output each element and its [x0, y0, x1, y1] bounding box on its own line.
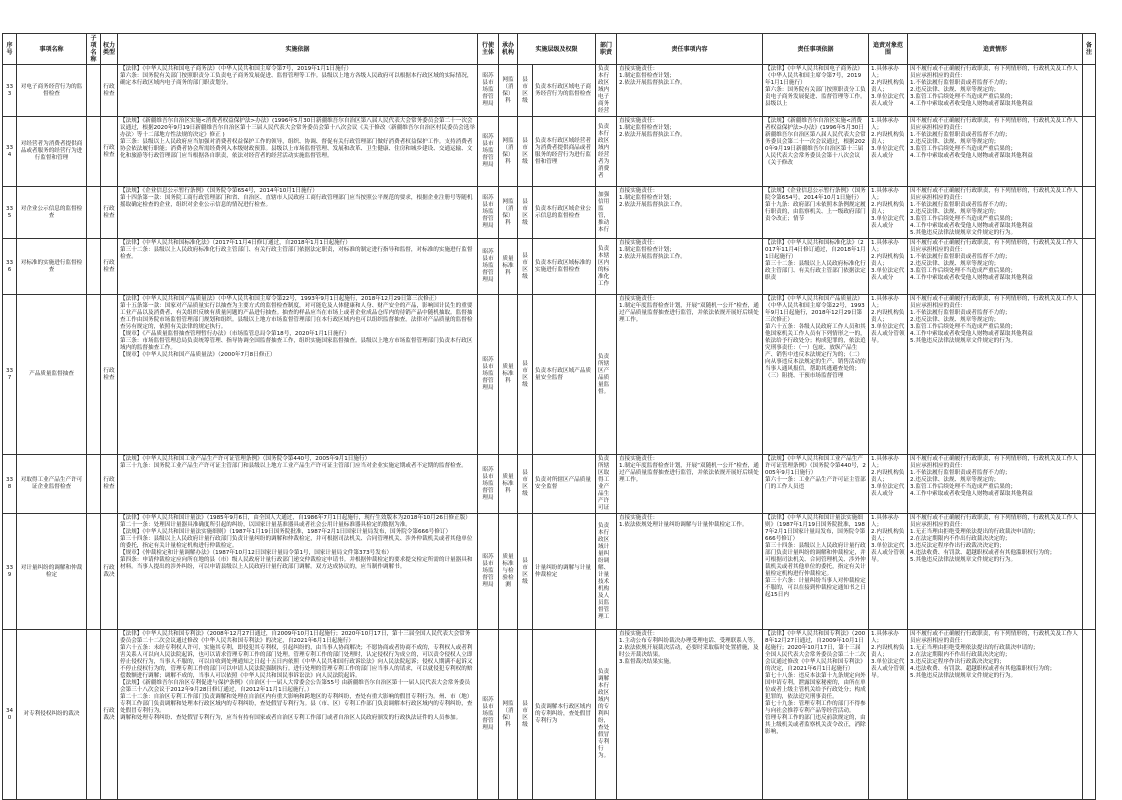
dept-duty: 负责所辖区取得工业产品生产许可证 [596, 455, 617, 514]
responsibility-content-line: 1.制定监督检查计划； [619, 247, 675, 253]
implementation-basis-line: 【法规】《中华人民共和国计量法实施细则》（1987年1月19日国务院批准，1987年2月1日国家计量局发布，国务院令第666号修订） [120, 529, 452, 535]
accountability-case-line: 因不履行或不正确履行行政职责，有下列情形的，行政机关及工作人员应承担相应的责任： [910, 456, 1078, 469]
accountability-case-line: 5.其他违反法律法规规章文件规定的行为。 [910, 338, 1017, 344]
implementation-basis-line: 第四条：申请仲裁检定应向所在地的县（市）级人民政府计量行政部门递交仲裁检定申请书。并根据仲裁检定的要求提交检定所需的计量器具和材料。当事人提出的涉外纠纷，可以申请县级以上人民政府计量行政部门调解。双方达成协议的，应当制作调解书。 [120, 557, 473, 570]
admin-level: 县市区级 [518, 65, 533, 117]
admin-level: 县市区级 [518, 514, 533, 630]
table-row [3, 455, 1096, 514]
accountability-case-line: 4.工作中索取或者收受他人财物或者谋取其他利益 [910, 275, 1033, 281]
responsibility-basis-line: 第三十二条：县级以上人民政府标准化行政主管部门、有关行政主管部门依据法定职责 [765, 261, 866, 281]
sub-item [87, 239, 101, 295]
remark [1083, 630, 1096, 800]
responsibility-basis [763, 514, 869, 630]
responsibility-content [617, 514, 763, 630]
level-authority: 计量纠纷的调解与计量仲裁检定 [533, 514, 596, 630]
accountability-target-line: 3.单位法定代表人或分管领导。 [871, 324, 905, 344]
header-body: 行使主体 [478, 34, 499, 65]
handling-dept: 质量标准科 [499, 239, 518, 295]
accountability-case-line: 1.不依法履行监督职责或者监督不力的； [910, 470, 1011, 476]
handling-dept: 网监（消保）科 [499, 117, 518, 187]
dept-duty: 负责本行政区域内经营者为消费者 [596, 117, 617, 187]
header-resp: 责任事项内容 [617, 34, 763, 65]
accountability-target [869, 65, 908, 117]
implementation-basis [118, 187, 478, 239]
dept-duty: 负责本行政区域内电子商务经营 [596, 65, 617, 117]
responsibility-basis-line: 【法律】《中华人民共和国标准化法》（2017年11月4日修订通过，自2018年1月1日起施行） [765, 240, 866, 260]
implementation-basis [118, 65, 478, 117]
responsibility-content-line: 2.依法开展监督执法工作。 [619, 80, 686, 86]
accountability-case-line: 4.工作中索取或者收受他人财物或者谋取其他利益 [910, 101, 1033, 107]
power-type: 行政检查 [101, 295, 118, 455]
responsibility-basis [763, 65, 869, 117]
accountability-case-line: 2.违反法律、法规、规章等规定的； [910, 87, 1000, 93]
header-seq: 序号 [3, 34, 17, 65]
admin-level: 县市区级 [518, 239, 533, 295]
responsibility-content-line: 2.依法开展监督执法工作。 [619, 132, 686, 138]
implementation-basis [118, 630, 478, 800]
item-name: 对专利侵权纠纷的裁决 [17, 630, 87, 800]
row-seq: 335 [3, 187, 17, 239]
responsibility-basis [763, 630, 869, 800]
accountability-case-line: 3.监管工作后续处理不当造成严重后果的； [910, 484, 1017, 490]
implementation-basis [118, 295, 478, 455]
accountability-case-line: 3.监管工作后续处理不当造成严重后果的； [910, 324, 1017, 330]
executing-body: 昭苏县市场监督管理局 [478, 455, 499, 514]
table-row [3, 239, 1096, 295]
responsibility-content-line: 1.制定监督检查计划； [619, 125, 675, 131]
implementation-basis-line: 【法规】《新疆维吾尔自治区实施<消费者权益保护法>办法》(1996年5月30日新疆维吾尔自治区第八届人民代表大会常务委员会第二十一次会议通过，根据2020年9月19日新疆维吾尔自治区第十三届人民代表大会常务委员会第十八次会议《关于修改〈新疆维吾尔自治区村民委员会选举办法〉等十二部地方性法规的决定》修正 ) [120, 118, 475, 138]
responsibility-basis-line: 第六十五条：各级人民政府工作人员和其他国家机关工作人员有下列情形之一的，依法给予行政处分；构成犯罪的，依法追究刑事责任：（一）包庇、放纵产品生产、销售中违反本法规定行为的；（二）向从事违反本法规定的生产、销售活动的当事人通风报信，帮助其逃避查处的；（三）阻挠、干预市场监督管理 [765, 324, 866, 379]
item-name: 对企业公示信息的监督检查 [17, 187, 87, 239]
implementation-basis-line: 第三条：县级以上人民政府应当加强对消费者权益保护工作的领导，组织、协调、督促有关行政管理部门做好消费者权益保护工作。支持消费者协会依法履行职能；消费者协会所需经费列入本级财政预算。县级以上市场监督管理、发展和改革、卫生健康、住房和城乡建设、交通运输、文化和旅游等行政管理部门应当根据各自职责，依法对经营者的经营活动实施监督管理。 [120, 139, 473, 159]
accountability-case-line: 4.工作中索取或者收受他人财物或者谋取其他利益 [910, 153, 1033, 159]
accountability-target-line: 2.内设机构负责人； [871, 202, 905, 215]
accountability-case-line: 1.不依法履行监督职责或者监督不力的； [910, 80, 1011, 86]
responsibility-basis-line: 第三十四条：县级以上人民政府计量行政部门负责计量纠纷的调解和仲裁检定，并可根据司法机关、合同管理机关、涉外仲裁机关或者其他单位的委托，指定有关计量检定机构进行仲裁检定。 [765, 543, 866, 577]
level-authority: 负责对所辖区产品质量安全监督 [533, 455, 596, 514]
responsibility-content-line: 1.制定年度监督检查计划，开展“双随机一公开”检查，通过产品质量监督抽查进行监管，并依法依规开展好后续处理工作。 [619, 303, 759, 323]
accountability-case-line: 因不履行或不正确履行行政职责，有下列情形的，行政机关及工作人员应承担相应的责任： [910, 296, 1078, 309]
responsibility-basis-line: 第六条：国务院有关部门按照职责分工负责电子商务发展促进、监督管理等工作。县级以上 [765, 87, 866, 107]
row-seq: 333 [3, 65, 17, 117]
accountability-case-line: 3.监管工作后续处理不当造成严重后果的； [910, 94, 1017, 100]
responsibility-content-line: 1.依法依规处理计量纠纷调解与计量仲裁检定工作。 [619, 522, 748, 528]
accountability-target-line: 2.内设机构负责人； [871, 310, 905, 323]
accountability-case-line: 2.违反法律、法规、规章等规定的； [910, 139, 1000, 145]
accountability-target [869, 630, 908, 800]
power-type: 行政检查 [101, 455, 118, 514]
responsibility-content-line: 直接实施责任： [619, 515, 659, 521]
responsibility-basis-line: 【法规】《中华人民共和国工业产品生产许可证管理条例》（国务院令第440号，2005年9月1日施行） [765, 456, 866, 476]
accountability-case-line: 5.其他违反法律法规规章文件规定的行为。 [910, 673, 1017, 679]
accountability-target [869, 117, 908, 187]
implementation-basis-line: 【法规】《企业信息公示暂行条例》（国务院令第654号，2014年10月1日施行） [120, 188, 318, 194]
responsibility-content-line: 直接实施责任： [619, 118, 659, 124]
header-sub: 子项名称 [87, 34, 101, 65]
accountability-case [908, 117, 1083, 187]
accountability-target-line: 1.具体承办人； [871, 296, 899, 309]
table-row [3, 630, 1096, 800]
header-type: 权力类型 [101, 34, 118, 65]
responsibility-content-line: 1.制定监督检查计划； [619, 73, 675, 79]
implementation-basis-line: 【法律】《中华人民共和国产品质量法》（中华人民共和国主席令第22号，1993年9月1日起施行，2018年12月29日第三次修正） [120, 296, 440, 302]
admin-level: 县市区级 [518, 117, 533, 187]
dept-duty: 负责本行政区域计量纠纷调解、计量技术机构及人员监督管理工 [596, 514, 617, 630]
accountability-case-line: 5.其他违反法律法规规章文件规定的行为。 [910, 230, 1017, 236]
accountability-target-line: 1.具体承办人； [871, 66, 899, 79]
responsibility-basis-line: 第七十九条：管理专利工作的部门不得参与向社会推荐专利产品等经营活动。 [765, 701, 866, 714]
responsibility-basis-line: 第十九条：政府部门未依照本条例规定履行职责的，由监察机关、上一级政府部门责令改正；情节 [765, 202, 866, 222]
header-target: 追责对象范围 [869, 34, 908, 65]
accountability-case-line: 2.在法定期限内不作出行政裁决决定的； [910, 652, 1011, 658]
responsibility-content [617, 187, 763, 239]
responsibility-content [617, 295, 763, 455]
accountability-case-line: 2.在法定期限内不作出行政裁决决定的； [910, 536, 1011, 542]
row-seq: 337 [3, 295, 17, 455]
accountability-case [908, 630, 1083, 800]
implementation-basis-line: 【规章】《仲裁检定和计量调解办法》（1987年10月12日国家计量局令第1号，国家计量局文件第373号发布） [120, 550, 393, 556]
power-type: 行政检查 [101, 187, 118, 239]
responsibility-basis-line: 【法律】《中华人民共和国产品质量法》（中华人民共和国主席令第22号，1993年9月1日起施行，2018年12月29日第三次修正） [765, 296, 865, 323]
accountability-target-line: 2.内设机构负责人； [871, 80, 905, 93]
admin-level: 县市区级 [518, 187, 533, 239]
admin-level: 县市区级 [518, 455, 533, 514]
dept-duty: 加强信用监管，推动本行 [596, 187, 617, 239]
table-body [3, 65, 1096, 800]
executing-body: 昭苏县市场监督管理局 [478, 117, 499, 187]
power-type: 行政检查 [101, 65, 118, 117]
accountability-target [869, 514, 908, 630]
accountability-target-line: 3.单位法定代表人或分管领导。 [871, 543, 905, 563]
accountability-target-line: 2.内设机构负责人； [871, 529, 905, 542]
level-authority: 负责本行政区域标准的实施进行监督检查 [533, 239, 596, 295]
accountability-case-line: 2.违反法律、法规、规章等规定的； [910, 317, 1000, 323]
responsibility-basis-line: 【法规】《新疆维吾尔自治区实施<消费者权益保护法>办法》(1996年5月30日新疆维吾尔自治区第八届人民代表大会常务委员会第二十一次会议通过，根据2020年9月19日新疆维吾尔自治区第十三届人民代表大会常务委员会第十八次会议《关于修改 [765, 118, 866, 166]
responsibility-basis-line: 管理专利工作的部门违反前款规定的，由其上级机关或者监察机关责令改正，消除影响， [765, 715, 866, 735]
accountability-case-line: 3.违反法定程序作出行政裁决决定的； [910, 543, 1005, 549]
accountability-case-line: 1.不依法履行监督职责或者监督不力的； [910, 132, 1011, 138]
table-row [3, 187, 1096, 239]
dept-duty: 负责调解本行政区域内的专利纠纷，查处假冒专利行为。 [596, 630, 617, 800]
accountability-target-line: 3.单位法定代表人或分 [871, 216, 905, 229]
responsibility-content-line: 1.主动公布专利纠纷裁决办理受理电话、受理联系人等。 [619, 638, 759, 644]
remark [1083, 239, 1096, 295]
accountability-case-line: 1.无正当理由拒绝受理依法提出的行政裁决申请的； [910, 529, 1039, 535]
accountability-target-line: 2.内设机构负责人； [871, 645, 905, 658]
item-name: 对取得工业产品生产许可证企业监督检查 [17, 455, 87, 514]
power-type: 行政裁决 [101, 630, 118, 800]
dept-duty: 负责本辖区内的标准化工作 [596, 239, 617, 295]
accountability-case-line: 3.监管工作后续处理不当造成严重后果的； [910, 216, 1017, 222]
executing-body: 昭苏县市场监督管理局 [478, 187, 499, 239]
item-name: 对电子商务经营行为的监督检查 [17, 65, 87, 117]
row-seq: 336 [3, 239, 17, 295]
remark [1083, 187, 1096, 239]
implementation-basis-line: 第六十五条：未经专利权人许可，实施其专利，即侵犯其专利权，引起纠纷的，由当事人协商解决；不愿协商或者协商不成的，专利权人或者利害关系人可以向人民法院起诉，也可以请求管理专利工作的部门处理。管理专利工作的部门处理时，认定侵权行为成立的，可以责令侵权人立即停止侵权行为，当事人不服的，可以自收到处理通知之日起十五日内依照《中华人民共和国行政诉讼法》向人民法院起诉；侵权人期满不起诉又不停止侵权行为的，管理专利工作的部门可以申请人民法院强制执行。进行处理的管理专利工作的部门应当事人的请求，可以就侵犯专利权的赔偿数额进行调解；调解不成的，当事人可以依照《中华人民共和国民事诉讼法》向人民法院起诉。 [120, 645, 473, 679]
accountability-case-line: 因不履行或不正确履行行政职责，有下列情形的，行政机关及工作人员应承担相应的责任： [910, 240, 1078, 253]
accountability-case-line: 因不履行或不正确履行行政职责，有下列情形的，行政机关及工作人员应承担相应的责任： [910, 631, 1078, 644]
accountability-case-line: 因不履行或不正确履行行政职责，有下列情形的，行政机关及工作人员应承担相应的责任： [910, 188, 1078, 201]
sub-item [87, 455, 101, 514]
implementation-basis [118, 455, 478, 514]
level-authority: 负责本行政区域企业公示信息的监督检查 [533, 187, 596, 239]
implementation-basis-line: 调解和处理专利纠纷、查处假冒专利行为，应当有持有国家或者自治区专利工作部门或者自治区人民政府颁发的行政执法证件的人员参加。 [120, 715, 462, 721]
accountability-case-line: 1.无正当理由拒绝受理依法提出的行政裁决申请的； [910, 645, 1039, 651]
header-note: 备注 [1083, 34, 1096, 65]
responsibility-content-line: 2.依法开展监督执法工作。 [619, 202, 686, 208]
implementation-basis-line: 第三十四条：县级以上人民政府计量行政部门负责计量纠纷的调解和仲裁检定，并可根据司法机关、合同管理机关、涉外仲裁机关或者其他单位的委托，指定有关计量检定机构进行仲裁检定。 [120, 536, 473, 549]
header-row [3, 34, 1096, 65]
responsibility-basis-line: 【法律】《中华人民共和国专利法》（2008年12月27日通过，自2009年10月1日起施行；2020年10月17日，第十三届全国人民代表大会常务委员会第二十二次会议通过修改《中华人民共和国专利法》的决定，自2021年6月1日起施行） [765, 631, 866, 672]
accountability-case [908, 295, 1083, 455]
responsibility-content-line: 1.制定监督检查计划； [619, 195, 675, 201]
sub-item [87, 630, 101, 800]
accountability-case-line: 因不履行或不正确履行行政职责，有下列情形的，行政机关及工作人员应承担相应的责任： [910, 515, 1078, 528]
sub-item [87, 514, 101, 630]
header-case: 追责情形 [908, 34, 1083, 65]
implementation-basis-line: 第三十二条：县级以上人民政府标准化行政主管部门、有关行政主管部门依据法定职责，对标准的制定进行指导和监督，对标准的实施进行监督检查。 [120, 247, 473, 260]
implementation-basis-line: 【法律】《中华人民共和国电子商务法》（中华人民共和国主席令第7号，2019年1月1日施行） [120, 66, 352, 72]
responsibility-basis-line: 第七十八条：违反本法第十九条规定向外国申请专利，泄露国家秘密的，由所在单位或者上级主管机关给予行政处分；构成犯罪的，依法追究刑事责任。 [765, 673, 866, 700]
level-authority: 负责调解本行政区域内的专利纠纷，查处假冒专利行为 [533, 630, 596, 800]
row-seq: 334 [3, 117, 17, 187]
accountability-case [908, 239, 1083, 295]
accountability-target [869, 239, 908, 295]
header-name: 事项名称 [17, 34, 87, 65]
responsibility-content [617, 455, 763, 514]
executing-body: 昭苏县市场监督管理局 [478, 514, 499, 630]
power-type: 行政裁决 [101, 514, 118, 630]
responsibility-basis-line: 【法规】《企业信息公示暂行条例》（国务院令第654号，2014年10月1日施行） [765, 188, 866, 201]
table-header [3, 34, 1096, 65]
responsibility-basis [763, 117, 869, 187]
responsibility-content-line: 直接实施责任： [619, 188, 659, 194]
accountability-target-line: 1.具体承办人； [871, 240, 899, 253]
handling-dept: 网监（消保）科 [499, 187, 518, 239]
implementation-basis-line: 第六条：国务院有关部门按照职责分工负责电子商务发展促进、监督管理等工作。县级以上地方各级人民政府可以根据本行政区域的实际情况，确定本行政区域内电子商务的部门职责划分。 [120, 73, 473, 86]
accountability-target-line: 3.单位法定代表人或分 [871, 484, 905, 497]
responsibility-content-line: 直接实施责任： [619, 631, 659, 637]
implementation-basis-line: 【法规】《中华人民共和国工业产品生产许可证管理条例》（国务院令第440号，2005年9月1日施行） [120, 456, 371, 462]
level-authority: 负责本行政区域产品质量安全监督 [533, 295, 596, 455]
accountability-target-line: 3.单位法定代表人或分 [871, 94, 905, 107]
accountability-case [908, 455, 1083, 514]
implementation-basis-line: 第二十一条：处理因计量器具准确度所引起的纠纷，以国家计量基准器具或者社会公用计量标准器具检定的数据为准。 [120, 522, 411, 528]
responsibility-content-line: 直接实施责任： [619, 66, 659, 72]
handling-dept: 质量标准与检验检测 [499, 514, 518, 630]
implementation-basis [118, 239, 478, 295]
implementation-basis-line: 【规章】《中华人民共和国产品质量法》（2000年7月8日修正） [120, 352, 276, 358]
implementation-basis-line: 【法律】《中华人民共和国专利法》（2008年12月27日通过，自2009年10月1日起施行；2020年10月17日，第十三届全国人民代表大会常务委员会第二十二次会议通过修改《中华人民共和国专利法》的决定，自2021年6月1日起施行） [120, 631, 471, 644]
accountability-target [869, 455, 908, 514]
implementation-basis-line: 第三十九条：国务院工业产品生产许可证主管部门和县级以上地方工业产品生产许可证主管部门应当对企业实施定期或者不定期的监督检查。 [120, 463, 467, 469]
table-row [3, 117, 1096, 187]
table-row [3, 65, 1096, 117]
admin-level: 县市区级 [518, 630, 533, 800]
sub-item [87, 65, 101, 117]
handling-dept: 质量标准科 [499, 455, 518, 514]
accountability-case-line: 3.违反法定程序作出行政裁决决定的； [910, 659, 1005, 665]
responsibility-basis-line: 第三十六条：计量纠纷当事人对仲裁检定不服的，可以在接到仲裁检定通知书之日起15日内 [765, 578, 866, 598]
row-seq: 338 [3, 455, 17, 514]
header-dept: 承办机构 [499, 34, 518, 65]
accountability-target-line: 1.具体承办人； [871, 631, 899, 644]
item-name: 产品质量监督抽查 [17, 295, 87, 455]
responsibility-content [617, 239, 763, 295]
accountability-case-line: 5.其他违反法律法规规章文件规定的行为。 [910, 557, 1017, 563]
table-row [3, 514, 1096, 630]
responsibility-content-line: 2.依法开展监督执法工作。 [619, 254, 686, 260]
accountability-case-line: 4.工作中索取或者收受他人财物或者谋取其他利益 [910, 491, 1033, 497]
sub-item [87, 295, 101, 455]
implementation-basis-line: 第二十二条：自治区专利工作部门负责调解和处理在自治区内有重大影响和跨地区的专利纠纷，查处有重大影响的假冒专利行为。州、市（地）专利工作部门负责调解和处理本行政区域内的专利纠纷，查处假冒专利行为。县（市、区）专利工作部门负责调解本行政区域内的专利纠纷，查处假冒专利行为。 [120, 694, 473, 714]
remark [1083, 295, 1096, 455]
accountability-target-line: 2.内设机构负责人； [871, 254, 905, 267]
responsibility-table [2, 33, 1096, 800]
remark [1083, 514, 1096, 630]
accountability-target-line: 1.具体承办人； [871, 118, 899, 131]
responsibility-content [617, 117, 763, 187]
implementation-basis [118, 514, 478, 630]
accountability-case-line: 2.违反法律、法规、规章等规定的； [910, 209, 1000, 215]
level-authority: 负责本行政区域经营者为消费者提供商品或者服务的经营行为进行监督和管理 [533, 117, 596, 187]
accountability-target-line: 3.单位法定代表人或分 [871, 268, 905, 281]
accountability-case [908, 514, 1083, 630]
responsibility-content-line: 3.监督裁决结果实施。 [619, 659, 675, 665]
accountability-case-line: 4.违法收费、有罚款、超越职权或者有其他滥职权行为的； [910, 550, 1056, 556]
responsibility-basis-line: 【法律】《中华人民共和国电子商务法》（中华人民共和国主席令第7号，2019年1月1日施行） [765, 66, 863, 86]
accountability-case-line: 2.违反法律、法规、规章等规定的； [910, 477, 1000, 483]
responsibility-basis [763, 455, 869, 514]
responsibility-content-line: 2.依法依规开展裁决活动，必要时采取临时处置措施，及时公开裁决结果。 [619, 645, 759, 658]
handling-dept: 网监（消保）科 [499, 630, 518, 800]
accountability-target [869, 295, 908, 455]
accountability-target-line: 1.具体承办人； [871, 456, 899, 469]
power-type: 行政检查 [101, 239, 118, 295]
accountability-case-line: 1.不依法履行监督职责或者监督不力的； [910, 254, 1011, 260]
implementation-basis-line: 【法规】《新疆维吾尔自治区专利促进与保护条例》（自治区十一届人大常委会公告第55号 由新疆维吾尔自治区第十一届人民代表大会常务委员会第三十八次会议于2012年9月28日修订通过，自2012年11月1日起施行。） [120, 680, 471, 693]
accountability-case-line: 3.监管工作后续处理不当造成严重后果的； [910, 146, 1017, 152]
responsibility-content-line: 1.制定年度监督检查计划，开展“双随机一公开”检查，通过产品质量监督抽查进行监管，并依法依规开展好后续处理工作。 [619, 463, 759, 483]
executing-body: 昭苏县市场监督管理局 [478, 295, 499, 455]
handling-dept: 质量标准科 [499, 295, 518, 455]
remark [1083, 455, 1096, 514]
item-name: 对经营者为消费者提供商品或者服务的经营行为进行监督和管理 [17, 117, 87, 187]
accountability-case-line: 3.监管工作后续处理不当造成严重后果的； [910, 268, 1017, 274]
handling-dept: 网监（消保）科 [499, 65, 518, 117]
accountability-case-line: 4.工作中索取或者收受他人财物或者谋取其他利益 [910, 331, 1033, 337]
responsibility-basis [763, 295, 869, 455]
row-seq: 340 [3, 630, 17, 800]
implementation-basis [118, 117, 478, 187]
implementation-basis-line: 【规章】《产品质量监督抽查管理暂行办法》（市场监管总局令第18号，2020年1月1日施行） [120, 331, 350, 337]
accountability-case-line: 4.工作中索取或者收受他人财物或者谋取其他利益 [910, 223, 1033, 229]
accountability-case-line: 4.违法收费、有罚款、超越职权或者有其他滥职权行为的； [910, 666, 1056, 672]
accountability-case-line: 1.不依法履行监督职责或者监督不力的； [910, 202, 1011, 208]
accountability-target-line: 1.具体承办人； [871, 515, 899, 528]
sub-item [87, 117, 101, 187]
implementation-basis-line: 第十四条第一款：国务院工商行政管理部门和省、自治区、直辖市人民政府工商行政管理部门应当按照公平规范的要求，根据企业注册号等随机摇取确定检查的企业，组织对企业公示信息的情况进行检查。 [120, 195, 473, 208]
accountability-target-line: 3.单位法定代表人或分管领导。 [871, 659, 905, 679]
accountability-target-line: 2.内设机构负责人； [871, 470, 905, 483]
table-row [3, 295, 1096, 455]
item-name: 对计量纠纷的调解和仲裁检定 [17, 514, 87, 630]
level-authority: 负责本行政区域电子商务经营行为的监督检查 [533, 65, 596, 117]
responsibility-basis [763, 187, 869, 239]
accountability-case-line: 因不履行或不正确履行行政职责，有下列情形的，行政机关及工作人员应承担相应的责任： [910, 118, 1078, 131]
power-type: 行政检查 [101, 117, 118, 187]
admin-level: 县市区级 [518, 295, 533, 455]
responsibility-content [617, 630, 763, 800]
implementation-basis-line: 【法律】《中华人民共和国计量法》（1985年9月6日，由全国人大通过，自1986年7月1日起施行，现行生效版本为2018年10月26日修正版） [120, 515, 471, 521]
accountability-case-line: 因不履行或不正确履行行政职责，有下列情形的，行政机关及工作人员应承担相应的责任： [910, 66, 1078, 79]
implementation-basis-line: 【法律】《中华人民共和国标准化法》（2017年11月4日修订通过，自2018年1月1日起施行） [120, 240, 351, 246]
accountability-target-line: 1.具体承办人； [871, 188, 899, 201]
responsibility-content [617, 65, 763, 117]
responsibility-basis [763, 239, 869, 295]
header-resp-basis: 责任事项依据 [763, 34, 869, 65]
implementation-basis-line: 第三条：市场监督管理总局负责统筹管理、指导协调全国监督抽查工作，组织实施国家监督抽查。县级以上地方市场监督管理部门负责本行政区域内的监督抽查工作。 [120, 338, 473, 351]
executing-body: 昭苏县市场监督管理局 [478, 65, 499, 117]
item-name: 对标准的实施进行监督检查 [17, 239, 87, 295]
remark [1083, 65, 1096, 117]
responsibility-content-line: 直接实施责任： [619, 456, 659, 462]
row-seq: 339 [3, 514, 17, 630]
accountability-target [869, 187, 908, 239]
responsibility-basis-line: 【法律】《中华人民共和国计量法实施细则》（1987年1月19日国务院批准，1987年2月1日国家计量局发布，国务院令第666号修订） [765, 515, 866, 542]
header-duty: 部门职责 [596, 34, 617, 65]
responsibility-basis-line: 第六十一条：工业产品生产许可证主管部门的工作人员违 [765, 477, 866, 490]
sub-item [87, 187, 101, 239]
accountability-case [908, 65, 1083, 117]
executing-body: 昭苏县市场监督管理局 [478, 239, 499, 295]
accountability-target-line: 3.单位法定代表人或分 [871, 146, 905, 159]
accountability-case-line: 1.不依法履行监督职责或者监督不力的； [910, 310, 1011, 316]
responsibility-content-line: 直接实施责任： [619, 240, 659, 246]
remark [1083, 117, 1096, 187]
executing-body: 昭苏县市场监督管理局 [478, 630, 499, 800]
accountability-case-line: 2.违反法律、法规、规章等规定的； [910, 261, 1000, 267]
dept-duty: 负责所辖区产品质量监督。 [596, 295, 617, 455]
header-level: 实施层级及权限 [518, 34, 596, 65]
responsibility-content-line: 直接实施责任： [619, 296, 659, 302]
header-basis: 实施依据 [118, 34, 478, 65]
implementation-basis-line: 第十五条第一款：国家对产品质量实行以抽查为主要方式的监督检查制度，对可能危及人体健康和人身、财产安全的产品，影响国计民生的重要工业产品以及消费者、有关组织反映有质量问题的产品进行抽查。抽查的样品应当在市场上或者企业成品仓库内的待销产品中随机抽取。监督抽查工作由国务院市场监督管理部门规划和组织。县级以上地方市场监督管理部门在本行政区域内也可以组织监督抽查。法律对产品质量的监督检查另有规定的，依照有关法律的规定执行。 [120, 303, 473, 330]
accountability-target-line: 2.内设机构负责人； [871, 132, 905, 145]
accountability-case [908, 187, 1083, 239]
